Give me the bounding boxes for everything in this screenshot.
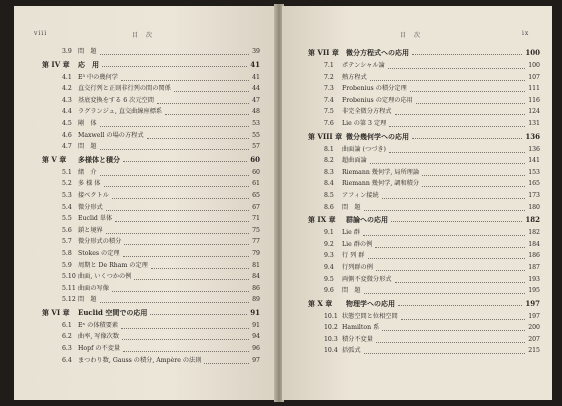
toc-entry-title: 鎖と境界 bbox=[78, 226, 103, 234]
toc-section-row bbox=[282, 250, 552, 262]
toc-entry-page: 186 bbox=[528, 252, 540, 260]
toc-entry-page: 193 bbox=[528, 275, 540, 283]
toc-entry-title: ポテンシャル論 bbox=[342, 62, 385, 69]
toc-entry-page: 71 bbox=[252, 215, 260, 223]
toc-section-row bbox=[14, 202, 276, 214]
toc-entry-title: 多 様 体 bbox=[78, 180, 101, 188]
toc-leader-dots bbox=[375, 246, 525, 248]
toc-entry-title: Lie 群 bbox=[342, 229, 360, 237]
toc-entry-number: 4.2 bbox=[62, 85, 72, 93]
toc-entry-page: 89 bbox=[252, 296, 260, 304]
toc-leader-dots bbox=[100, 174, 249, 176]
toc-entry-page: 61 bbox=[252, 180, 260, 188]
toc-entry-number: 5.3 bbox=[62, 191, 72, 199]
toc-entry-number: 10.1 bbox=[324, 312, 338, 320]
toc-entry-number: 9.2 bbox=[324, 240, 334, 248]
toc-section-row bbox=[14, 343, 276, 355]
toc-entry-page: 67 bbox=[252, 203, 260, 211]
toc-leader-dots bbox=[389, 125, 525, 127]
toc-section-row bbox=[14, 355, 276, 367]
toc-section-row bbox=[14, 72, 276, 84]
toc-leader-dots bbox=[204, 362, 249, 364]
toc-entry-number: 5.7 bbox=[62, 238, 72, 246]
toc-entry-page: 60 bbox=[250, 154, 260, 164]
toc-entry-page: 41 bbox=[250, 59, 260, 69]
toc-entry-title: 括弧式 bbox=[342, 347, 361, 355]
toc-section-row bbox=[282, 178, 552, 190]
toc-chapter-row bbox=[282, 213, 552, 227]
toc-leader-dots bbox=[368, 257, 525, 259]
toc-leader-dots bbox=[100, 301, 249, 303]
toc-entry-number: 9.3 bbox=[324, 252, 334, 260]
toc-section-row bbox=[14, 178, 276, 190]
toc-entry-number: 第 VII 章 bbox=[308, 48, 339, 57]
toc-entry-page: 180 bbox=[528, 203, 540, 211]
toc-entry-title: 群論への応用 bbox=[346, 215, 388, 225]
toc-entry-title: 積分不変量 bbox=[342, 335, 373, 343]
toc-leader-dots bbox=[370, 79, 525, 81]
toc-entry-number: 3.9 bbox=[62, 48, 72, 55]
toc-entry-page: 75 bbox=[252, 226, 260, 234]
toc-entry-number: 9.1 bbox=[324, 229, 334, 237]
toc-entry-page: 141 bbox=[528, 157, 540, 165]
toc-entry-number: 8.1 bbox=[324, 145, 334, 153]
toc-entry-title: 周期と De Rham の定理 bbox=[78, 261, 148, 269]
toc-entry-title: Maxwell の場の方程式 bbox=[78, 131, 144, 139]
toc-chapter-row bbox=[14, 306, 276, 320]
toc-leader-dots bbox=[363, 234, 525, 236]
toc-entry-number: 第 IV 章 bbox=[42, 59, 70, 69]
toc-leader-dots bbox=[395, 281, 525, 283]
toc-entry-number: 10.4 bbox=[324, 347, 338, 355]
toc-entry-page: 136 bbox=[528, 145, 540, 153]
toc-entry-title: E³ 中の幾何学 bbox=[78, 73, 118, 81]
toc-entry-title: 両側不変微分形式 bbox=[342, 275, 392, 283]
toc-entry-page: 184 bbox=[528, 240, 540, 248]
toc-leader-dots bbox=[100, 148, 249, 150]
toc-section-row bbox=[14, 83, 276, 95]
left-running-head: 目 次 bbox=[132, 32, 154, 39]
toc-entry-title: Euclid 単体 bbox=[78, 215, 113, 223]
toc-entry-number: 第 IX 章 bbox=[308, 215, 336, 225]
toc-section-row bbox=[282, 167, 552, 179]
toc-leader-dots bbox=[422, 174, 525, 176]
toc-leader-dots bbox=[364, 352, 525, 354]
toc-section-row bbox=[14, 46, 276, 58]
toc-entry-number: 第 VIII 章 bbox=[308, 131, 343, 141]
toc-leader-dots bbox=[364, 209, 525, 211]
toc-leader-dots bbox=[121, 79, 249, 81]
toc-entry-page: 100 bbox=[528, 62, 540, 69]
toc-entry-page: 97 bbox=[252, 356, 260, 364]
toc-entry-title: 接ベクトル bbox=[78, 191, 109, 199]
toc-section-row bbox=[282, 262, 552, 274]
toc-leader-dots bbox=[150, 313, 247, 315]
toc-section-row bbox=[282, 118, 552, 130]
toc-section-row bbox=[282, 322, 552, 334]
toc-entry-number: 10.3 bbox=[324, 335, 338, 343]
toc-entry-number: 6.2 bbox=[62, 333, 72, 341]
toc-entry-number: 7.3 bbox=[324, 85, 334, 93]
toc-leader-dots bbox=[410, 90, 525, 92]
toc-entry-title: Lie の第 3 定理 bbox=[342, 119, 387, 127]
toc-section-row bbox=[14, 331, 276, 343]
toc-entry-page: 57 bbox=[252, 143, 260, 151]
toc-entry-page: 55 bbox=[252, 131, 260, 139]
toc-entry-title: アフィン接続 bbox=[342, 191, 379, 199]
toc-entry-title: 熱方程式 bbox=[342, 73, 367, 81]
toc-leader-dots bbox=[106, 209, 249, 211]
toc-entry-number: 第 X 章 bbox=[308, 298, 333, 308]
toc-entry-title: 基底変換をする 6 次元空間 bbox=[78, 96, 154, 104]
toc-entry-title: 曲率, 写像次数 bbox=[78, 333, 120, 341]
toc-entry-title: 状態空間と位相空間 bbox=[342, 312, 398, 320]
toc-section-row bbox=[282, 274, 552, 286]
toc-entry-number: 8.3 bbox=[324, 168, 334, 176]
toc-entry-title: 微分形式の積分 bbox=[78, 238, 122, 246]
toc-entry-page: 84 bbox=[252, 273, 260, 281]
left-page bbox=[14, 6, 276, 400]
toc-entry-number: 8.5 bbox=[324, 191, 334, 199]
toc-entry-number: 5.6 bbox=[62, 226, 72, 234]
toc-chapter-row bbox=[14, 153, 276, 167]
toc-section-row bbox=[282, 155, 552, 167]
toc-leader-dots bbox=[123, 255, 249, 257]
toc-entry-title: まつわり数, Gauss の積分, Ampère の法則 bbox=[78, 356, 202, 364]
right-page-number: ix bbox=[522, 30, 530, 37]
toc-entry-page: 53 bbox=[252, 119, 260, 127]
toc-leader-dots bbox=[416, 102, 525, 104]
toc-entry-title: Hopf の不変量 bbox=[78, 345, 121, 353]
toc-entry-page: 86 bbox=[252, 284, 260, 292]
toc-entry-number: 5.1 bbox=[62, 168, 72, 176]
toc-chapter-row bbox=[282, 130, 552, 144]
toc-leader-dots bbox=[106, 232, 249, 234]
toc-entry-number: 7.6 bbox=[324, 119, 334, 127]
toc-section-row bbox=[14, 190, 276, 202]
toc-leader-dots bbox=[398, 304, 522, 306]
toc-entry-page: 48 bbox=[252, 108, 260, 116]
toc-entry-number: 8.6 bbox=[324, 203, 334, 211]
toc-leader-dots bbox=[382, 197, 525, 199]
toc-chapter-row bbox=[282, 46, 552, 60]
toc-leader-dots bbox=[100, 53, 249, 55]
toc-entry-page: 124 bbox=[528, 108, 540, 116]
toc-entry-page: 79 bbox=[252, 249, 260, 257]
toc-entry-page: 195 bbox=[528, 287, 540, 295]
toc-entry-title: 問 題 bbox=[78, 143, 97, 151]
toc-entry-page: 41 bbox=[252, 73, 260, 81]
toc-entry-title: 応 用 bbox=[78, 59, 99, 69]
toc-entry-title: Frobenius の積分定理 bbox=[342, 85, 407, 93]
toc-entry-title: Stokes の定理 bbox=[78, 249, 120, 257]
toc-leader-dots bbox=[388, 67, 525, 69]
toc-leader-dots bbox=[412, 53, 522, 55]
toc-leader-dots bbox=[376, 269, 525, 271]
toc-section-row bbox=[14, 236, 276, 248]
toc-entry-number: 5.8 bbox=[62, 249, 72, 257]
toc-entry-title: 問 題 bbox=[342, 203, 361, 211]
toc-entry-number: 7.1 bbox=[324, 62, 334, 69]
toc-entry-title: 問 題 bbox=[342, 287, 361, 295]
toc-leader-dots bbox=[112, 290, 249, 292]
toc-entry-page: 91 bbox=[252, 321, 260, 329]
toc-entry-page: 44 bbox=[252, 85, 260, 93]
toc-entry-title: 物理学への応用 bbox=[346, 298, 395, 308]
toc-section-row bbox=[14, 141, 276, 153]
toc-section-row bbox=[14, 118, 276, 130]
toc-section-row bbox=[14, 106, 276, 118]
toc-entry-title: 曲面論 (つづき) bbox=[342, 145, 386, 153]
toc-entry-page: 65 bbox=[252, 191, 260, 199]
toc-entry-number: 5.10 bbox=[62, 273, 76, 281]
toc-section-row bbox=[282, 190, 552, 202]
toc-entry-title: 問 題 bbox=[78, 296, 97, 304]
toc-section-row bbox=[14, 213, 276, 225]
left-page-number: viii bbox=[34, 30, 48, 37]
toc-entry-page: 39 bbox=[252, 48, 260, 55]
left-toc bbox=[14, 46, 276, 366]
toc-section-row bbox=[282, 227, 552, 239]
toc-section-row bbox=[14, 130, 276, 142]
toc-entry-title: Euclid 空間での応用 bbox=[78, 307, 148, 317]
toc-leader-dots bbox=[151, 267, 249, 269]
toc-leader-dots bbox=[112, 197, 249, 199]
toc-entry-number: 5.4 bbox=[62, 203, 72, 211]
toc-leader-dots bbox=[391, 220, 522, 222]
toc-leader-dots bbox=[104, 185, 249, 187]
toc-entry-page: 187 bbox=[528, 263, 540, 271]
toc-entry-title: Riemann 幾何学, 調和積分 bbox=[342, 180, 420, 188]
toc-entry-page: 136 bbox=[525, 131, 540, 141]
toc-leader-dots bbox=[412, 137, 522, 139]
toc-entry-number: 5.9 bbox=[62, 261, 72, 269]
toc-entry-title: 微分形式 bbox=[78, 203, 103, 211]
toc-section-row bbox=[282, 106, 552, 118]
toc-leader-dots bbox=[100, 125, 249, 127]
toc-section-row bbox=[14, 260, 276, 272]
toc-entry-number: 7.4 bbox=[324, 96, 334, 104]
toc-entry-number: 7.5 bbox=[324, 108, 334, 116]
toc-leader-dots bbox=[370, 162, 525, 164]
toc-entry-page: 94 bbox=[252, 333, 260, 341]
toc-leader-dots bbox=[115, 220, 249, 222]
toc-entry-page: 131 bbox=[528, 119, 540, 127]
toc-leader-dots bbox=[123, 160, 247, 162]
toc-leader-dots bbox=[395, 113, 525, 115]
toc-section-row bbox=[14, 225, 276, 237]
toc-entry-number: 第 VI 章 bbox=[42, 307, 70, 317]
toc-entry-number: 6.4 bbox=[62, 356, 72, 364]
toc-entry-page: 96 bbox=[252, 345, 260, 353]
toc-entry-title: 多様体と積分 bbox=[78, 154, 120, 164]
right-page bbox=[282, 6, 552, 400]
toc-leader-dots bbox=[174, 90, 249, 92]
toc-section-row bbox=[14, 294, 276, 306]
toc-leader-dots bbox=[147, 137, 249, 139]
toc-leader-dots bbox=[389, 151, 525, 153]
toc-entry-number: 5.2 bbox=[62, 180, 72, 188]
toc-chapter-row bbox=[282, 297, 552, 311]
toc-leader-dots bbox=[121, 327, 249, 329]
toc-leader-dots bbox=[102, 65, 247, 67]
toc-leader-dots bbox=[123, 350, 249, 352]
toc-entry-title: 曲面, いくつかの例 bbox=[78, 273, 132, 281]
toc-entry-page: 111 bbox=[528, 85, 540, 93]
toc-entry-page: 100 bbox=[525, 48, 540, 57]
toc-entry-page: 153 bbox=[528, 168, 540, 176]
toc-section-row bbox=[282, 60, 552, 72]
toc-entry-page: 107 bbox=[528, 73, 540, 81]
toc-entry-title: 問 題 bbox=[78, 48, 97, 55]
toc-entry-title: 非完全微分方程式 bbox=[342, 108, 392, 116]
toc-entry-title: 直交行列と正則非行列の間の関係 bbox=[78, 85, 171, 93]
toc-entry-number: 5.5 bbox=[62, 215, 72, 223]
toc-entry-title: ラグランジュ, 直交曲線座標系 bbox=[78, 108, 163, 116]
toc-entry-title: Lie 群の例 bbox=[342, 240, 373, 248]
toc-entry-page: 207 bbox=[528, 335, 540, 343]
toc-entry-number: 5.12 bbox=[62, 296, 76, 304]
toc-entry-page: 81 bbox=[252, 261, 260, 269]
toc-entry-title: 緒 介 bbox=[78, 168, 97, 176]
toc-chapter-row bbox=[14, 58, 276, 72]
toc-section-row bbox=[282, 95, 552, 107]
toc-entry-page: 165 bbox=[528, 180, 540, 188]
toc-leader-dots bbox=[422, 185, 525, 187]
toc-entry-number: 4.6 bbox=[62, 131, 72, 139]
toc-entry-title: 微分幾何学への応用 bbox=[346, 131, 409, 141]
toc-leader-dots bbox=[165, 113, 249, 115]
toc-section-row bbox=[14, 248, 276, 260]
toc-section-row bbox=[14, 320, 276, 332]
toc-entry-page: 60 bbox=[252, 168, 260, 176]
toc-section-row bbox=[282, 144, 552, 156]
toc-entry-number: 6.1 bbox=[62, 321, 72, 329]
toc-entry-number: 10.2 bbox=[324, 324, 338, 332]
toc-entry-page: 116 bbox=[528, 96, 540, 104]
toc-entry-page: 182 bbox=[525, 215, 540, 225]
toc-leader-dots bbox=[157, 102, 249, 104]
toc-entry-title: 超曲面論 bbox=[342, 157, 367, 165]
toc-entry-title: Eⁿ の体積要素 bbox=[78, 321, 119, 329]
toc-leader-dots bbox=[364, 292, 525, 294]
toc-entry-number: 4.7 bbox=[62, 143, 72, 151]
toc-entry-page: 77 bbox=[252, 238, 260, 246]
toc-entry-number: 4.3 bbox=[62, 96, 72, 104]
toc-leader-dots bbox=[122, 338, 249, 340]
toc-section-row bbox=[282, 334, 552, 346]
toc-leader-dots bbox=[124, 243, 249, 245]
toc-entry-title: 微分方程式への応用 bbox=[346, 48, 409, 57]
toc-entry-page: 197 bbox=[528, 312, 540, 320]
toc-entry-number: 8.2 bbox=[324, 157, 334, 165]
toc-section-row bbox=[282, 345, 552, 357]
toc-entry-number: 4.4 bbox=[62, 108, 72, 116]
toc-section-row bbox=[14, 283, 276, 295]
toc-leader-dots bbox=[382, 329, 525, 331]
toc-entry-page: 215 bbox=[528, 347, 540, 355]
toc-entry-number: 9.6 bbox=[324, 287, 334, 295]
toc-entry-page: 197 bbox=[525, 298, 540, 308]
toc-section-row bbox=[282, 285, 552, 297]
toc-entry-page: 173 bbox=[528, 191, 540, 199]
toc-entry-title: Frobenius の定理の応用 bbox=[342, 96, 413, 104]
toc-entry-number: 9.5 bbox=[324, 275, 334, 283]
right-running-head: 目 次 bbox=[400, 32, 422, 39]
toc-entry-page: 91 bbox=[250, 307, 260, 317]
toc-section-row bbox=[282, 202, 552, 214]
toc-entry-title: 曲面の写像 bbox=[78, 284, 109, 292]
toc-entry-title: Riemann 幾何学, 局所理論 bbox=[342, 168, 420, 176]
toc-entry-number: 第 V 章 bbox=[42, 154, 67, 164]
toc-entry-page: 200 bbox=[528, 324, 540, 332]
toc-section-row bbox=[282, 311, 552, 323]
toc-leader-dots bbox=[134, 278, 249, 280]
toc-entry-number: 7.2 bbox=[324, 73, 334, 81]
toc-entry-number: 8.4 bbox=[324, 180, 334, 188]
toc-entry-page: 182 bbox=[528, 229, 540, 237]
toc-entry-number: 6.3 bbox=[62, 345, 72, 353]
toc-entry-number: 4.1 bbox=[62, 73, 72, 81]
toc-entry-title: 剛 体 bbox=[78, 119, 97, 127]
toc-section-row bbox=[282, 72, 552, 84]
toc-section-row bbox=[14, 271, 276, 283]
toc-section-row bbox=[282, 83, 552, 95]
toc-section-row bbox=[282, 239, 552, 251]
toc-entry-number: 4.5 bbox=[62, 119, 72, 127]
toc-entry-number: 9.4 bbox=[324, 263, 334, 271]
toc-entry-number: 5.11 bbox=[62, 284, 76, 292]
toc-entry-title: Hamilton 系 bbox=[342, 324, 380, 332]
toc-section-row bbox=[14, 167, 276, 179]
toc-entry-page: 47 bbox=[252, 96, 260, 104]
right-toc bbox=[282, 46, 552, 357]
toc-section-row bbox=[14, 95, 276, 107]
toc-leader-dots bbox=[376, 341, 525, 343]
toc-entry-title: 行 列 群 bbox=[342, 252, 365, 260]
toc-entry-title: 行列群の例 bbox=[342, 263, 373, 271]
toc-leader-dots bbox=[401, 318, 525, 320]
